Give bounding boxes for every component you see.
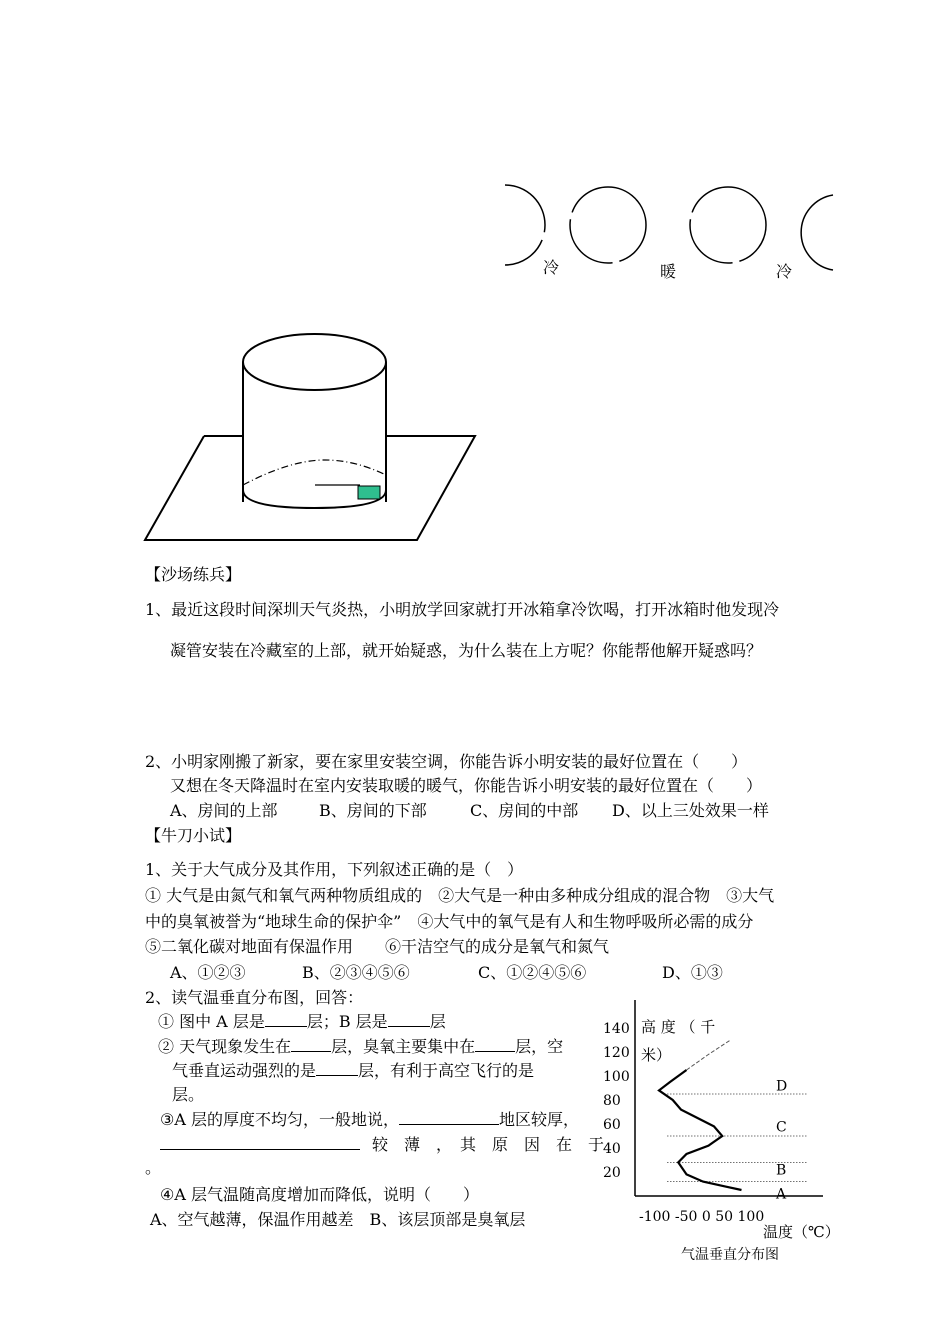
- sub2-part-a: ② 天气现象发生在: [158, 1037, 292, 1056]
- cylinder-diagram: [140, 330, 480, 545]
- s2-q2-sub4-options: A、空气越薄，保温作用越差 B、该层顶部是臭氧层: [150, 1210, 526, 1229]
- sub3-part-c: 较 薄 ， 其 原 因 在 于: [372, 1135, 605, 1154]
- blank-b-layer[interactable]: [388, 1012, 430, 1027]
- layer-label-b: B: [776, 1162, 787, 1179]
- x-tick-labels: -100 -50 0 50 100: [639, 1209, 765, 1225]
- sub1-part-a: ① 图中 A 层是: [158, 1012, 265, 1031]
- question-2-line-1: 2、小明家刚搬了新家，要在家里安装空调，你能告诉小明安装的最好位置在（ ）: [145, 752, 748, 771]
- sub2-part-b: 层，臭氧主要集中在: [331, 1037, 476, 1056]
- sub2-part-e: 层，有利于高空飞行的是: [358, 1061, 535, 1080]
- sub1-part-b: 层；B 层是: [306, 1012, 388, 1031]
- layer-label-d: D: [776, 1078, 788, 1095]
- chart-title: 气温垂直分布图: [681, 1247, 779, 1263]
- blank-thin-region[interactable]: [160, 1135, 360, 1150]
- layer-label-c: C: [776, 1119, 787, 1136]
- blank-weather-layer[interactable]: [291, 1037, 331, 1052]
- y-tick-label: 80: [603, 1093, 621, 1109]
- y-tick-label: 60: [603, 1117, 621, 1133]
- y-tick-labels: [603, 1021, 630, 1181]
- sub3-part-a: ③A 层的厚度不均匀，一般地说，: [160, 1110, 399, 1129]
- y-axis-label-line-2: 米）: [641, 1046, 672, 1064]
- s2-q2-sub2-line3: 层。: [172, 1085, 205, 1104]
- sub3-part-b: 地区较厚，: [499, 1110, 580, 1129]
- temperature-profile-chart: [595, 1000, 855, 1270]
- s2-q1-line-3: 中的臭氧被誉为“地球生命的保护伞” ④大气中的氧气是有人和生物呼吸所必需的成分: [145, 912, 754, 931]
- s2-q2-sub3-line3: 。: [145, 1158, 162, 1177]
- s2-q1-option-d: D、①③: [662, 963, 723, 982]
- section-title-practice: 【沙场练兵】: [145, 565, 242, 584]
- s2-q2-sub4: ④A 层气温随高度增加而降低，说明（ ）: [160, 1185, 479, 1204]
- blank-thick-region[interactable]: [399, 1110, 499, 1125]
- s2-q1-option-b: B、②③④⑤⑥: [302, 963, 410, 982]
- blank-a-layer[interactable]: [265, 1012, 307, 1027]
- q2-option-d: D、以上三处效果一样: [612, 801, 769, 820]
- y-tick-label: 20: [603, 1165, 621, 1181]
- blank-ozone-layer[interactable]: [475, 1037, 515, 1052]
- sub1-part-c: 层: [429, 1012, 446, 1031]
- q2-option-b: B、房间的下部: [319, 801, 427, 820]
- arc-left: [505, 185, 545, 265]
- section-title-trial: 【牛刀小试】: [145, 826, 242, 845]
- label-cold-left: 冷: [543, 258, 560, 277]
- s2-q2-sub2-line2: [172, 1061, 534, 1081]
- q2-option-a: A、房间的上部: [170, 801, 278, 820]
- s2-q1-line-2: ① 大气是由氮气和氧气两种物质组成的 ②大气是一种由多种成分组成的混合物 ③大气: [145, 886, 775, 905]
- label-cold-right: 冷: [776, 262, 793, 281]
- s2-q1-option-a: A、①②③: [170, 963, 246, 982]
- layer-label-a: A: [776, 1186, 787, 1203]
- s2-q2-sub2-line1: [158, 1037, 563, 1057]
- cylinder-top: [243, 334, 386, 390]
- x-axis-label: 温度（℃）: [763, 1223, 840, 1241]
- y-tick-label: 100: [603, 1069, 630, 1085]
- s2-q2-sub1: [158, 1012, 446, 1032]
- y-tick-label: 120: [603, 1045, 630, 1061]
- question-1-line-2: 凝管安装在冷藏室的上部，就开始疑惑，为什么装在上方呢？你能帮他解开疑惑吗？: [170, 641, 763, 660]
- y-tick-label: 140: [603, 1021, 630, 1037]
- sub2-part-d: 气垂直运动强烈的是: [172, 1061, 317, 1080]
- question-2-line-2: 又想在冬天降温时在室内安装取暖的暖气，你能告诉小明安装的最好位置在（ ）: [170, 776, 763, 795]
- question-1-line-1: 1、最近这段时间深圳天气炎热，小明放学回家就打开冰箱拿冷饮喝，打开冰箱时他发现冷: [145, 600, 780, 619]
- y-axis-label-line-1: 高 度 （ 千: [641, 1018, 716, 1036]
- s2-q2-sub3-line2: [160, 1135, 604, 1155]
- circle-2: [690, 187, 766, 263]
- circle-1: [570, 187, 646, 263]
- temperature-curve-upper-dashed: [687, 1040, 731, 1070]
- green-block: [358, 486, 380, 499]
- blank-convection-layer[interactable]: [316, 1061, 358, 1076]
- s2-q2-sub3-line1: [160, 1110, 579, 1130]
- y-tick-label: 40: [603, 1141, 621, 1157]
- layer-labels: [775, 1079, 787, 1203]
- s2-q1-line-4: ⑤二氧化碳对地面有保温作用 ⑥干洁空气的成分是氧气和氮气: [145, 937, 610, 956]
- sub2-part-c: 层，空: [515, 1037, 564, 1056]
- s2-q1-option-c: C、①②④⑤⑥: [478, 963, 587, 982]
- label-warm: 暖: [660, 262, 677, 281]
- s2-q1-line-1: 1、关于大气成分及其作用，下列叙述正确的是（ ）: [145, 860, 524, 879]
- temperature-curve: [659, 1070, 742, 1190]
- s2-q2-intro: 2、读气温垂直分布图，回答：: [145, 988, 364, 1007]
- arc-right: [801, 195, 833, 270]
- q2-option-c: C、房间的中部: [470, 801, 579, 820]
